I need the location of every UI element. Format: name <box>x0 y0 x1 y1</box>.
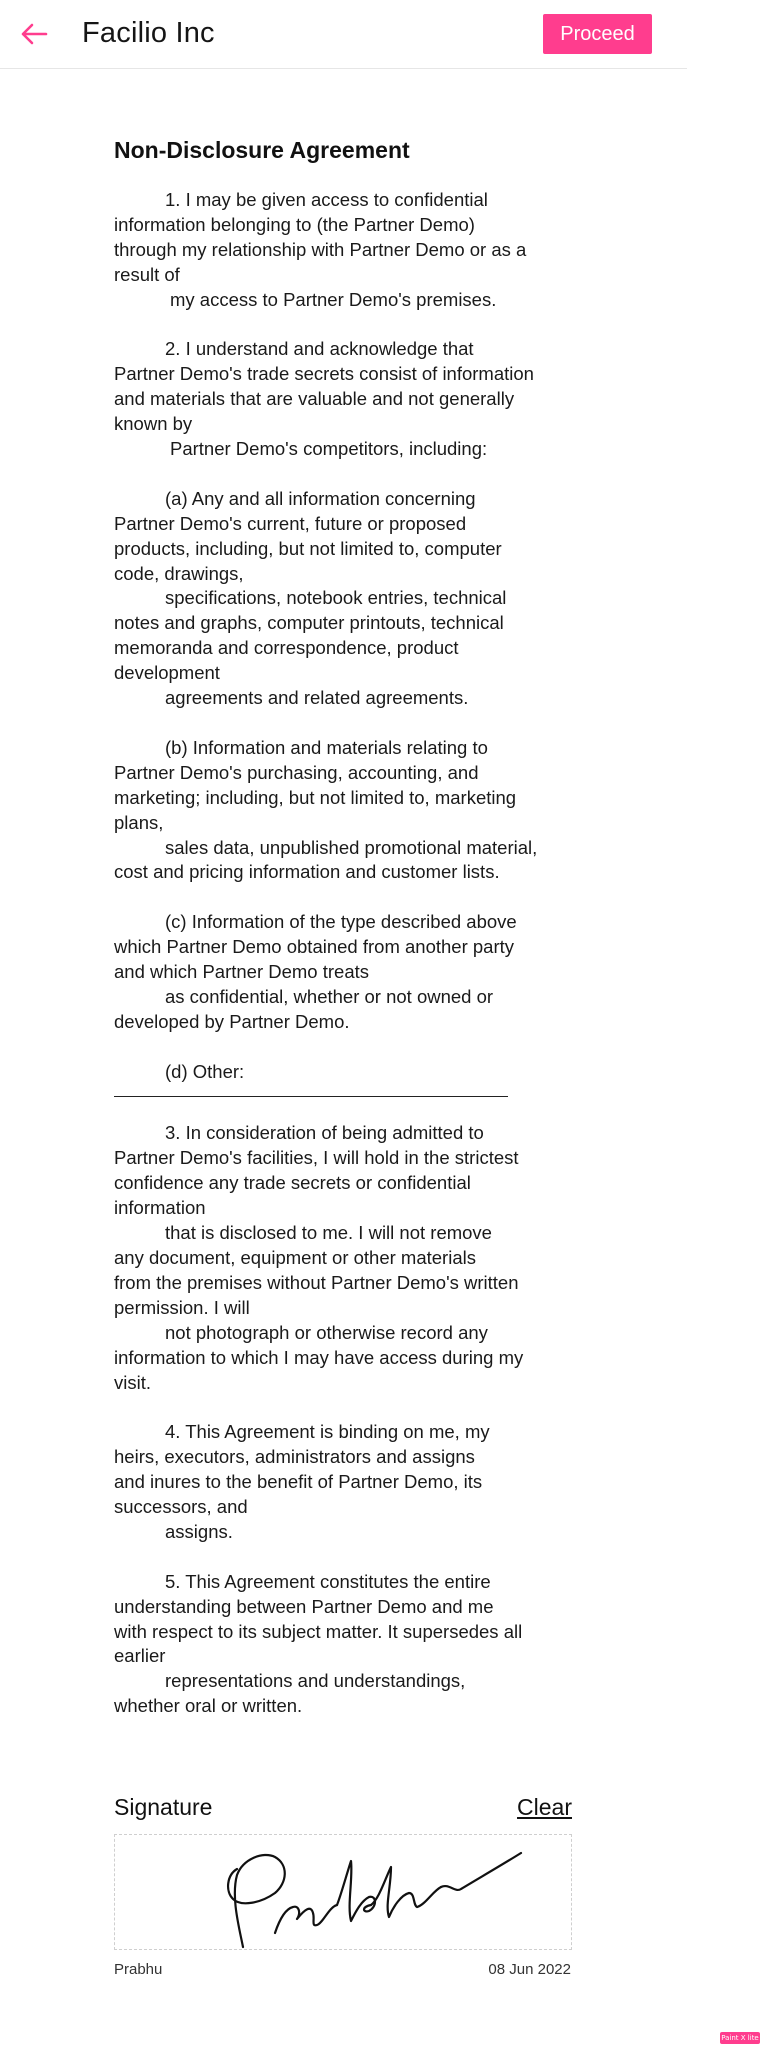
clause-line: which Partner Demo obtained from another party <box>114 936 515 958</box>
clause-line: specifications, notebook entries, technical <box>165 587 507 609</box>
clause-line: through my relationship with Partner Demo or as a <box>114 238 527 260</box>
clause-line: confidence any trade secrets or confidential <box>114 1172 471 1194</box>
clause-line: 2. I understand and acknowledge that <box>165 338 474 360</box>
clause-line: Partner Demo's purchasing, accounting, and <box>114 761 479 783</box>
clause-line: permission. I will <box>114 1296 250 1318</box>
clause-line: Partner Demo's facilities, I will hold in the strictest <box>114 1147 519 1169</box>
clause-line: understanding between Partner Demo and me <box>114 1595 494 1617</box>
clause-5 <box>114 1570 574 1719</box>
proceed-button[interactable]: Proceed <box>543 14 652 54</box>
clause-line: 5. This Agreement constitutes the entire <box>165 1570 491 1592</box>
clause-line: representations and understandings, <box>165 1670 466 1692</box>
clause-line: with respect to its subject matter. It supersedes all <box>114 1620 523 1642</box>
clause-line: and which Partner Demo treats <box>114 961 370 983</box>
clause-2d <box>114 1060 574 1097</box>
clause-2a <box>114 487 574 711</box>
arrow-left-icon <box>20 23 48 45</box>
clause-line: information <box>114 1197 206 1219</box>
clause-line: (d) Other: <box>165 1060 245 1082</box>
clause-line: Partner Demo's current, future or proposed <box>114 512 467 534</box>
signature-pad[interactable] <box>114 1834 572 1950</box>
app-badge: Paint X lite <box>721 2034 759 2042</box>
clause-line: (a) Any and all information concerning <box>165 487 476 509</box>
clause-line: that is disclosed to me. I will not remove <box>165 1222 492 1244</box>
document-body <box>114 188 574 1719</box>
clause-line: code, drawings, <box>114 562 244 584</box>
clause-line: as confidential, whether or not owned or <box>165 985 494 1007</box>
clause-line: agreements and related agreements. <box>165 687 469 709</box>
clause-line: sales data, unpublished promotional material, <box>165 836 538 858</box>
clause-line: development <box>114 662 220 684</box>
signature-date: 08 Jun 2022 <box>488 1961 571 1978</box>
nda-document <box>114 134 574 1719</box>
clause-line: Partner Demo's trade secrets consist of information <box>114 363 534 385</box>
clause-line: visit. <box>114 1371 151 1393</box>
clause-line: successors, and <box>114 1496 248 1518</box>
signer-name: Prabhu <box>114 1961 163 1978</box>
signature-header <box>114 1790 572 1824</box>
clause-line: notes and graphs, computer printouts, technical <box>114 612 504 634</box>
clause-line: heirs, executors, administrators and assigns <box>114 1446 475 1468</box>
clause-line: and inures to the benefit of Partner Demo, its <box>114 1471 483 1493</box>
clause-line: any document, equipment or other materials <box>114 1246 476 1268</box>
app-header <box>0 0 687 69</box>
clause-line: known by <box>114 413 193 435</box>
clause-4 <box>114 1420 574 1545</box>
back-button[interactable] <box>14 14 54 54</box>
clause-line: from the premises without Partner Demo's written <box>114 1271 519 1293</box>
clause-1 <box>114 188 574 313</box>
signature-drawing <box>115 1835 571 1949</box>
clause-line: plans, <box>114 811 164 833</box>
clause-line: memoranda and correspondence, product <box>114 637 459 659</box>
signature-label: Signature <box>114 1794 213 1820</box>
clause-line: (c) Information of the type described above <box>165 911 517 933</box>
clause-line: 4. This Agreement is binding on me, my <box>165 1421 490 1443</box>
clause-line: whether oral or written. <box>114 1695 303 1717</box>
clause-line: information belonging to (the Partner Demo) <box>114 213 475 235</box>
clause-line: assigns. <box>165 1520 233 1542</box>
clause-line: earlier <box>114 1645 166 1667</box>
document-heading: Non-Disclosure Agreement <box>114 137 410 163</box>
clause-line: marketing; including, but not limited to, marketing <box>114 786 517 808</box>
clause-line: developed by Partner Demo. <box>114 1010 350 1032</box>
clause-line: Partner Demo's competitors, including: <box>170 438 488 460</box>
clause-2c <box>114 910 574 1035</box>
clause-line: (b) Information and materials relating to <box>165 736 488 758</box>
clause-2 <box>114 337 574 462</box>
clause-line: 3. In consideration of being admitted to <box>165 1122 484 1144</box>
clause-line: products, including, but not limited to, computer <box>114 537 502 559</box>
blank-underline <box>114 1096 508 1097</box>
clause-line: cost and pricing information and customer lists. <box>114 861 500 883</box>
clause-line: result of <box>114 263 180 285</box>
clause-line: 1. I may be given access to confidential <box>165 189 488 210</box>
clause-2b <box>114 736 574 885</box>
clear-signature-button[interactable]: Clear <box>517 1794 572 1820</box>
clause-line: not photograph or otherwise record any <box>165 1321 488 1343</box>
clause-line: information to which I may have access during my <box>114 1346 524 1368</box>
clause-3 <box>114 1121 574 1395</box>
page-title: Facilio Inc <box>82 17 215 49</box>
clause-line: and materials that are valuable and not generally <box>114 388 515 410</box>
clause-line: my access to Partner Demo's premises. <box>170 288 497 310</box>
